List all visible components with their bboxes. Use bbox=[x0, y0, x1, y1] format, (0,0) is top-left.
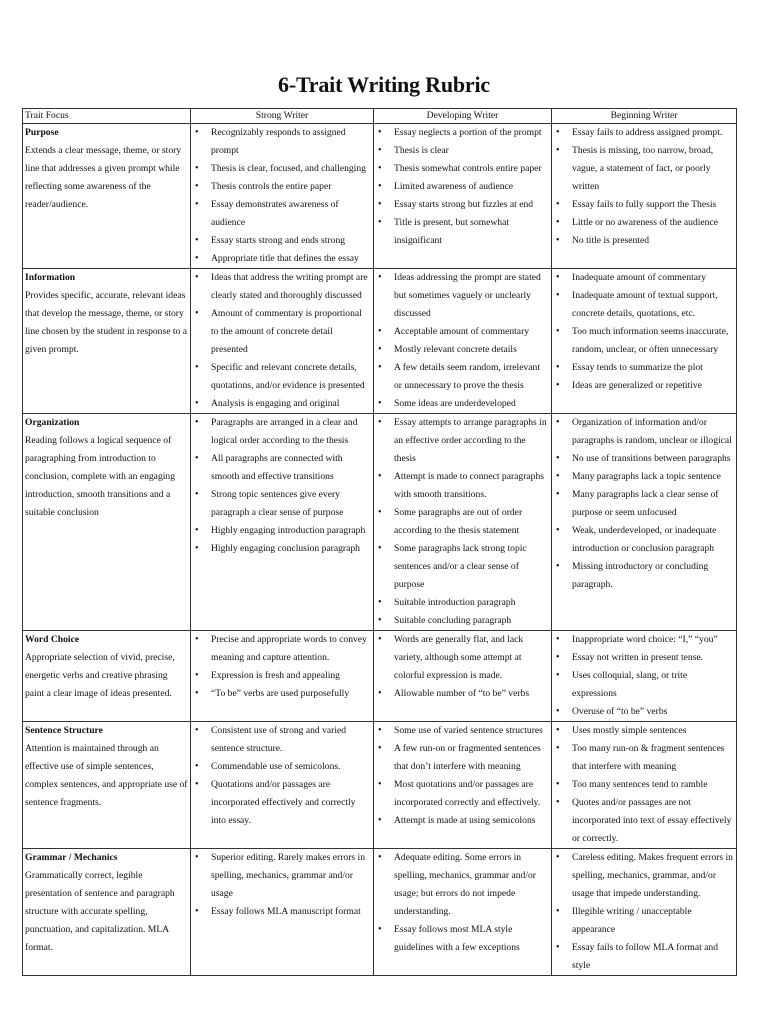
criterion-item: • Ideas that address the writing prompt are clearly stated and thoroughly discussed bbox=[193, 269, 371, 305]
trait-description: Provides specific, accurate, relevant ideas that develop the message, theme, or story line chosen by the student in response to a given prompt. bbox=[25, 290, 187, 355]
criterion-item: • A few details seem random, irrelevant or unnecessary to prove the thesis bbox=[376, 359, 549, 395]
criterion-item: • Too much information seems inaccurate, random, unclear, or often unnecessary bbox=[554, 323, 734, 359]
criterion-item: • Most quotations and/or passages are incorporated correctly and effectively. bbox=[376, 776, 549, 812]
criterion-item: • Essay attempts to arrange paragraphs in an effective order according to the thesis bbox=[376, 414, 549, 468]
developing-criteria-list bbox=[376, 269, 549, 413]
beginning-criteria-list bbox=[554, 269, 734, 395]
criterion-item: • Inappropriate word choice: “I,” “you” bbox=[554, 631, 734, 649]
trait-cell bbox=[23, 631, 191, 722]
trait-name: Grammar / Mechanics bbox=[25, 852, 118, 863]
criterion-item: • Weak, underdeveloped, or inadequate introduction or conclusion paragraph bbox=[554, 522, 734, 558]
strong-writer-cell bbox=[191, 849, 374, 976]
strong-writer-cell bbox=[191, 631, 374, 722]
criterion-item: • Thesis is missing, too narrow, broad, vague, a statement of fact, or poorly written bbox=[554, 142, 734, 196]
criterion-item: • Ideas addressing the prompt are stated but sometimes vaguely or unclearly discussed bbox=[376, 269, 549, 323]
beginning-criteria-list bbox=[554, 631, 734, 721]
trait-name: Organization bbox=[25, 417, 80, 428]
criterion-item: • Consistent use of strong and varied sentence structure. bbox=[193, 722, 371, 758]
criterion-item: • Many paragraphs lack a topic sentence bbox=[554, 468, 734, 486]
criterion-item: • Analysis is engaging and original bbox=[193, 395, 371, 413]
trait-cell bbox=[23, 849, 191, 976]
beginning-writer-cell bbox=[552, 849, 737, 976]
criterion-item: • Some paragraphs lack strong topic sentences and/or a clear sense of purpose bbox=[376, 540, 549, 594]
criterion-item: • Allowable number of “to be” verbs bbox=[376, 685, 549, 703]
criterion-item: • All paragraphs are connected with smooth and effective transitions bbox=[193, 450, 371, 486]
trait-description: Attention is maintained through an effective use of simple sentences, complex sentences, and appropriate use of sentence fragments. bbox=[25, 743, 188, 808]
criterion-item: • Highly engaging conclusion paragraph bbox=[193, 540, 371, 558]
criterion-item: • Thesis is clear, focused, and challenging bbox=[193, 160, 371, 178]
criterion-item: • “To be” verbs are used purposefully bbox=[193, 685, 371, 703]
criterion-item: • Essay demonstrates awareness of audience bbox=[193, 196, 371, 232]
rubric-row bbox=[23, 124, 737, 269]
criterion-item: • Title is present, but somewhat insignificant bbox=[376, 214, 549, 250]
criterion-item: • Suitable concluding paragraph bbox=[376, 612, 549, 630]
trait-cell bbox=[23, 414, 191, 631]
developing-writer-cell bbox=[374, 269, 552, 414]
rubric-row bbox=[23, 722, 737, 849]
criterion-item: • Amount of commentary is proportional to the amount of concrete detail presented bbox=[193, 305, 371, 359]
criterion-item: • Thesis is clear bbox=[376, 142, 549, 160]
criterion-item: • Some paragraphs are out of order according to the thesis statement bbox=[376, 504, 549, 540]
criterion-item: • Quotations and/or passages are incorporated effectively and correctly into essay. bbox=[193, 776, 371, 830]
strong-writer-cell bbox=[191, 269, 374, 414]
criterion-item: • Mostly relevant concrete details bbox=[376, 341, 549, 359]
criterion-item: • Essay tends to summarize the plot bbox=[554, 359, 734, 377]
beginning-writer-cell bbox=[552, 631, 737, 722]
criterion-item: • Organization of information and/or paragraphs is random, unclear or illogical bbox=[554, 414, 734, 450]
header-strong-writer: Strong Writer bbox=[191, 109, 374, 124]
strong-writer-cell bbox=[191, 124, 374, 269]
criterion-item: • Essay not written in present tense. bbox=[554, 649, 734, 667]
criterion-item: • Little or no awareness of the audience bbox=[554, 214, 734, 232]
criterion-item: • Expression is fresh and appealing bbox=[193, 667, 371, 685]
criterion-item: • Acceptable amount of commentary bbox=[376, 323, 549, 341]
criterion-item: • Illegible writing / unacceptable appearance bbox=[554, 903, 734, 939]
criterion-item: • Essay starts strong but fizzles at end bbox=[376, 196, 549, 214]
developing-writer-cell bbox=[374, 849, 552, 976]
rubric-row bbox=[23, 631, 737, 722]
strong-writer-cell bbox=[191, 414, 374, 631]
header-beginning-writer: Beginning Writer bbox=[552, 109, 737, 124]
criterion-item: • Essay fails to fully support the Thesis bbox=[554, 196, 734, 214]
criterion-item: • Strong topic sentences give every paragraph a clear sense of purpose bbox=[193, 486, 371, 522]
trait-cell bbox=[23, 722, 191, 849]
criterion-item: • Specific and relevant concrete details, quotations, and/or evidence is presented bbox=[193, 359, 371, 395]
beginning-criteria-list bbox=[554, 722, 734, 848]
criterion-item: • Highly engaging introduction paragraph bbox=[193, 522, 371, 540]
trait-description: Appropriate selection of vivid, precise, energetic verbs and creative phrasing paint a clear image of ideas presented. bbox=[25, 652, 175, 699]
trait-description: Reading follows a logical sequence of paragraphing from introduction to conclusion, complete with an engaging introduction, smooth transitions and a suitable conclusion bbox=[25, 435, 175, 518]
criterion-item: • Inadequate amount of commentary bbox=[554, 269, 734, 287]
developing-criteria-list bbox=[376, 631, 549, 703]
trait-name: Sentence Structure bbox=[25, 725, 103, 736]
developing-criteria-list bbox=[376, 722, 549, 830]
criterion-item: • Uses colloquial, slang, or trite expressions bbox=[554, 667, 734, 703]
trait-name: Word Choice bbox=[25, 634, 80, 645]
trait-name: Purpose bbox=[25, 127, 59, 138]
header-row bbox=[23, 109, 737, 124]
developing-writer-cell bbox=[374, 414, 552, 631]
criterion-item: • Limited awareness of audience bbox=[376, 178, 549, 196]
criterion-item: • Appropriate title that defines the essay bbox=[193, 250, 371, 268]
criterion-item: • Missing introductory or concluding paragraph. bbox=[554, 558, 734, 594]
strong-criteria-list bbox=[193, 631, 371, 703]
criterion-item: • No title is presented bbox=[554, 232, 734, 250]
criterion-item: • Commendable use of semicolons. bbox=[193, 758, 371, 776]
criterion-item: • Too many run-on & fragment sentences that interfere with meaning bbox=[554, 740, 734, 776]
trait-cell bbox=[23, 269, 191, 414]
developing-writer-cell bbox=[374, 722, 552, 849]
criterion-item: • Uses mostly simple sentences bbox=[554, 722, 734, 740]
criterion-item: • Attempt is made at using semicolons bbox=[376, 812, 549, 830]
criterion-item: • Precise and appropriate words to convey meaning and capture attention. bbox=[193, 631, 371, 667]
criterion-item: • Essay neglects a portion of the prompt bbox=[376, 124, 549, 142]
developing-criteria-list bbox=[376, 414, 549, 630]
strong-writer-cell bbox=[191, 722, 374, 849]
beginning-writer-cell bbox=[552, 722, 737, 849]
criterion-item: • Thesis somewhat controls entire paper bbox=[376, 160, 549, 178]
criterion-item: • Some use of varied sentence structures bbox=[376, 722, 549, 740]
criterion-item: • Overuse of “to be” verbs bbox=[554, 703, 734, 721]
rubric-row bbox=[23, 849, 737, 976]
criterion-item: • Essay fails to follow MLA format and style bbox=[554, 939, 734, 975]
trait-description: Grammatically correct, legible presentation of sentence and paragraph structure with accurate spelling, punctuation, and capitalization. MLA format. bbox=[25, 870, 175, 953]
beginning-writer-cell bbox=[552, 269, 737, 414]
criterion-item: • No use of transitions between paragraphs bbox=[554, 450, 734, 468]
rubric-table bbox=[22, 108, 737, 976]
criterion-item: • Too many sentences tend to ramble bbox=[554, 776, 734, 794]
criterion-item: • Recognizably responds to assigned prompt bbox=[193, 124, 371, 160]
criterion-item: • Suitable introduction paragraph bbox=[376, 594, 549, 612]
criterion-item: • Paragraphs are arranged in a clear and logical order according to the thesis bbox=[193, 414, 371, 450]
strong-criteria-list bbox=[193, 849, 371, 921]
criterion-item: • Thesis controls the entire paper bbox=[193, 178, 371, 196]
developing-writer-cell bbox=[374, 631, 552, 722]
criterion-item: • Careless editing. Makes frequent errors in spelling, mechanics, grammar, and/or usage that impede understanding. bbox=[554, 849, 734, 903]
criterion-item: • Some ideas are underdeveloped bbox=[376, 395, 549, 413]
criterion-item: • A few run-on or fragmented sentences that don’t interfere with meaning bbox=[376, 740, 549, 776]
criterion-item: • Attempt is made to connect paragraphs with smooth transitions. bbox=[376, 468, 549, 504]
trait-description: Extends a clear message, theme, or story line that addresses a given prompt while reflecting some awareness of the reader/audience. bbox=[25, 145, 182, 210]
trait-name: Information bbox=[25, 272, 76, 283]
beginning-writer-cell bbox=[552, 414, 737, 631]
criterion-item: • Essay follows most MLA style guidelines with a few exceptions bbox=[376, 921, 549, 957]
criterion-item: • Essay fails to address assigned prompt. bbox=[554, 124, 734, 142]
strong-criteria-list bbox=[193, 124, 371, 268]
criterion-item: • Many paragraphs lack a clear sense of purpose or seem unfocused bbox=[554, 486, 734, 522]
header-developing-writer: Developing Writer bbox=[374, 109, 552, 124]
criterion-item: • Essay follows MLA manuscript format bbox=[193, 903, 371, 921]
developing-criteria-list bbox=[376, 124, 549, 250]
page-title: 6-Trait Writing Rubric bbox=[278, 72, 490, 97]
criterion-item: • Ideas are generalized or repetitive bbox=[554, 377, 734, 395]
rubric-row bbox=[23, 269, 737, 414]
criterion-item: • Words are generally flat, and lack variety, although some attempt at colorful expression is made. bbox=[376, 631, 549, 685]
rubric-row bbox=[23, 414, 737, 631]
header-trait-focus: Trait Focus bbox=[23, 109, 191, 124]
beginning-criteria-list bbox=[554, 414, 734, 594]
beginning-writer-cell bbox=[552, 124, 737, 269]
strong-criteria-list bbox=[193, 414, 371, 558]
rubric-body bbox=[23, 124, 737, 976]
criterion-item: • Quotes and/or passages are not incorporated into text of essay effectively or correctly. bbox=[554, 794, 734, 848]
developing-criteria-list bbox=[376, 849, 549, 957]
criterion-item: • Adequate editing. Some errors in spelling, mechanics, grammar and/or usage; but errors do not impede understanding. bbox=[376, 849, 549, 921]
criterion-item: • Essay starts strong and ends strong bbox=[193, 232, 371, 250]
criterion-item: • Superior editing. Rarely makes errors in spelling, mechanics, grammar and/or usage bbox=[193, 849, 371, 903]
developing-writer-cell bbox=[374, 124, 552, 269]
beginning-criteria-list bbox=[554, 124, 734, 250]
strong-criteria-list bbox=[193, 722, 371, 830]
beginning-criteria-list bbox=[554, 849, 734, 975]
strong-criteria-list bbox=[193, 269, 371, 413]
criterion-item: • Inadequate amount of textual support, concrete details, quotations, etc. bbox=[554, 287, 734, 323]
trait-cell bbox=[23, 124, 191, 269]
